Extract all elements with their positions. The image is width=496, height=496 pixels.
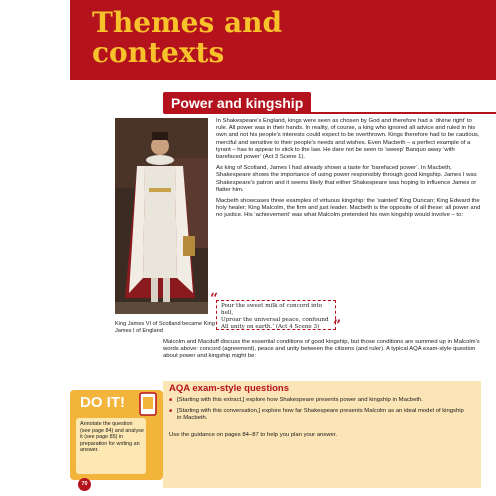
- open-quote-icon: “: [210, 291, 219, 307]
- paragraph-1: In Shakespeare’s England, kings were seen as chosen by God and therefore had a ‘divine right’ to rule. All power was in their hands. In reality, of course, a king who ignored all advice and ruled in his own and not his people’s interests could expect to be overthrown. Kings therefore had to be cautious, merciful and sensitive to their people’s needs and wishes. Even Macbeth – a perfect example of a tyrant – has to appear to stick to the law. He dare not be seen to ‘sweep’ Banquo away ‘with barefaced power’ (Act 3 Scene 1).: [216, 118, 480, 161]
- close-quote-icon: ”: [333, 318, 342, 334]
- section-heading: Power and kingship: [163, 92, 311, 114]
- main-text: [216, 118, 481, 224]
- aqa-question-1: ■ [Starting with this extract,] explore how Shakespeare presents power and kingship in Macbeth.: [169, 397, 469, 404]
- portrait-drawing: [115, 118, 208, 314]
- aqa-guidance: Use the guidance on pages 84–87 to help you plan your answer.: [169, 432, 338, 438]
- page-number: 70: [78, 478, 91, 491]
- paragraph-2: As king of Scotland, James I had already shown a taste for ‘barefaced power’. In Macbeth, Shakespeare shows the importance of using power responsibly through good kingship. James I was Shakespeare’s patron and it seems likely that either Shakespeare was hoping to influence James or flatter him.: [216, 165, 477, 193]
- quote-line-1: Pour the sweet milk of concord into hell,: [221, 303, 323, 316]
- quote-line-2: Uproar the universal peace, confound: [221, 317, 329, 323]
- aqa-question-list: [169, 397, 469, 427]
- paragraph-4: Malcolm and Macduff discuss the essential conditions of good kingship, but those conditions are summed up in Malcolm’s words above: concord (agreement), peace and unity between the citizens (and ruler). A typical AQA exam-style question about power and kingship might be:: [163, 339, 480, 360]
- page-title: Themes and contexts: [92, 6, 283, 69]
- section-rule: [286, 112, 496, 114]
- quote-line-3: All unity on earth.’ (Act 4 Scene 3): [221, 324, 320, 330]
- do-it-text: Annotate the question (see page 84) and analyse it (see page 85) in preparation for writing an answer.: [80, 421, 144, 454]
- do-it-label: DO IT!: [80, 394, 125, 411]
- tablet-icon: [138, 392, 158, 416]
- quote-box: [216, 300, 336, 330]
- paragraph-3: Macbeth showcases three examples of virtuous kingship: the ‘sainted’ King Duncan; King Edward the holy healer; King Malcolm, the firm and just leader. Macbeth is the opposite of all these: all power and no justice. His ‘achievement’ was what Malcolm pretended his own kingship would involve – to:: [216, 198, 481, 219]
- king-portrait-image: [115, 118, 208, 314]
- aqa-heading: AQA exam-style questions: [169, 383, 290, 394]
- portrait-caption: King James VI of Scotland became King James I of England: [115, 321, 215, 334]
- aqa-question-2: ■ [Starting with this conversation,] explore how far Shakespeare presents Malcolm as an ideal model of kingship in Macbeth.: [169, 408, 469, 422]
